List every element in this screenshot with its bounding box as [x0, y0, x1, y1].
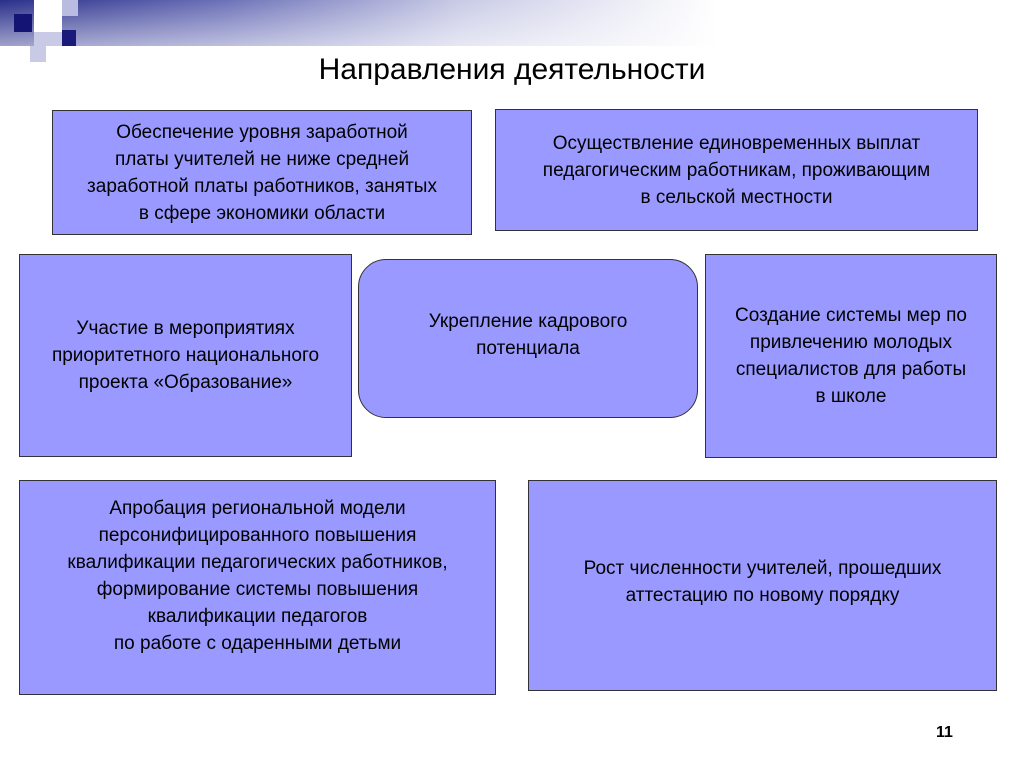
- page-number: 11: [936, 724, 953, 741]
- box-national-project-text: Участие в мероприятиях приоритетного национального проекта «Образование»: [51, 318, 320, 393]
- box-attestation-text: Рост численности учителей, прошедших аттестацию по новому порядку: [583, 557, 942, 606]
- box-regional-model-text: Апробация региональной модели персонифицированного повышения квалификации педагогических работников, формирование системы повышения квалификации педагогов по работе с одаренными детьми: [67, 498, 448, 654]
- box-attestation: [528, 480, 997, 691]
- box-center-staff-potential: [358, 259, 698, 418]
- box-national-project: [19, 254, 352, 457]
- box-regional-model: [19, 480, 496, 695]
- box-center-staff-potential-text: Укрепление кадрового потенциала: [428, 311, 628, 359]
- box-salary-level-text: Обеспечение уровня заработной платы учителей не ниже средней заработной платы работников, занятых в сфере экономики области: [87, 121, 437, 224]
- decor-square-dark: [62, 30, 76, 46]
- slide-title: Направления деятельности: [318, 53, 706, 86]
- decor-square-white: [34, 0, 62, 32]
- decor-square-dark: [14, 14, 32, 32]
- box-rural-payments: [495, 109, 978, 231]
- box-young-specialists: [705, 254, 997, 458]
- decor-square-light: [62, 0, 78, 16]
- box-salary-level: [52, 110, 472, 235]
- box-young-specialists-text: Создание системы мер по привлечению молодых специалистов для работы в школе: [735, 305, 967, 407]
- header-gradient-bar: [0, 0, 1024, 46]
- box-rural-payments-text: Осуществление единовременных выплат педагогическим работникам, проживающим в сельской местности: [542, 132, 931, 208]
- decor-square-light: [34, 32, 62, 46]
